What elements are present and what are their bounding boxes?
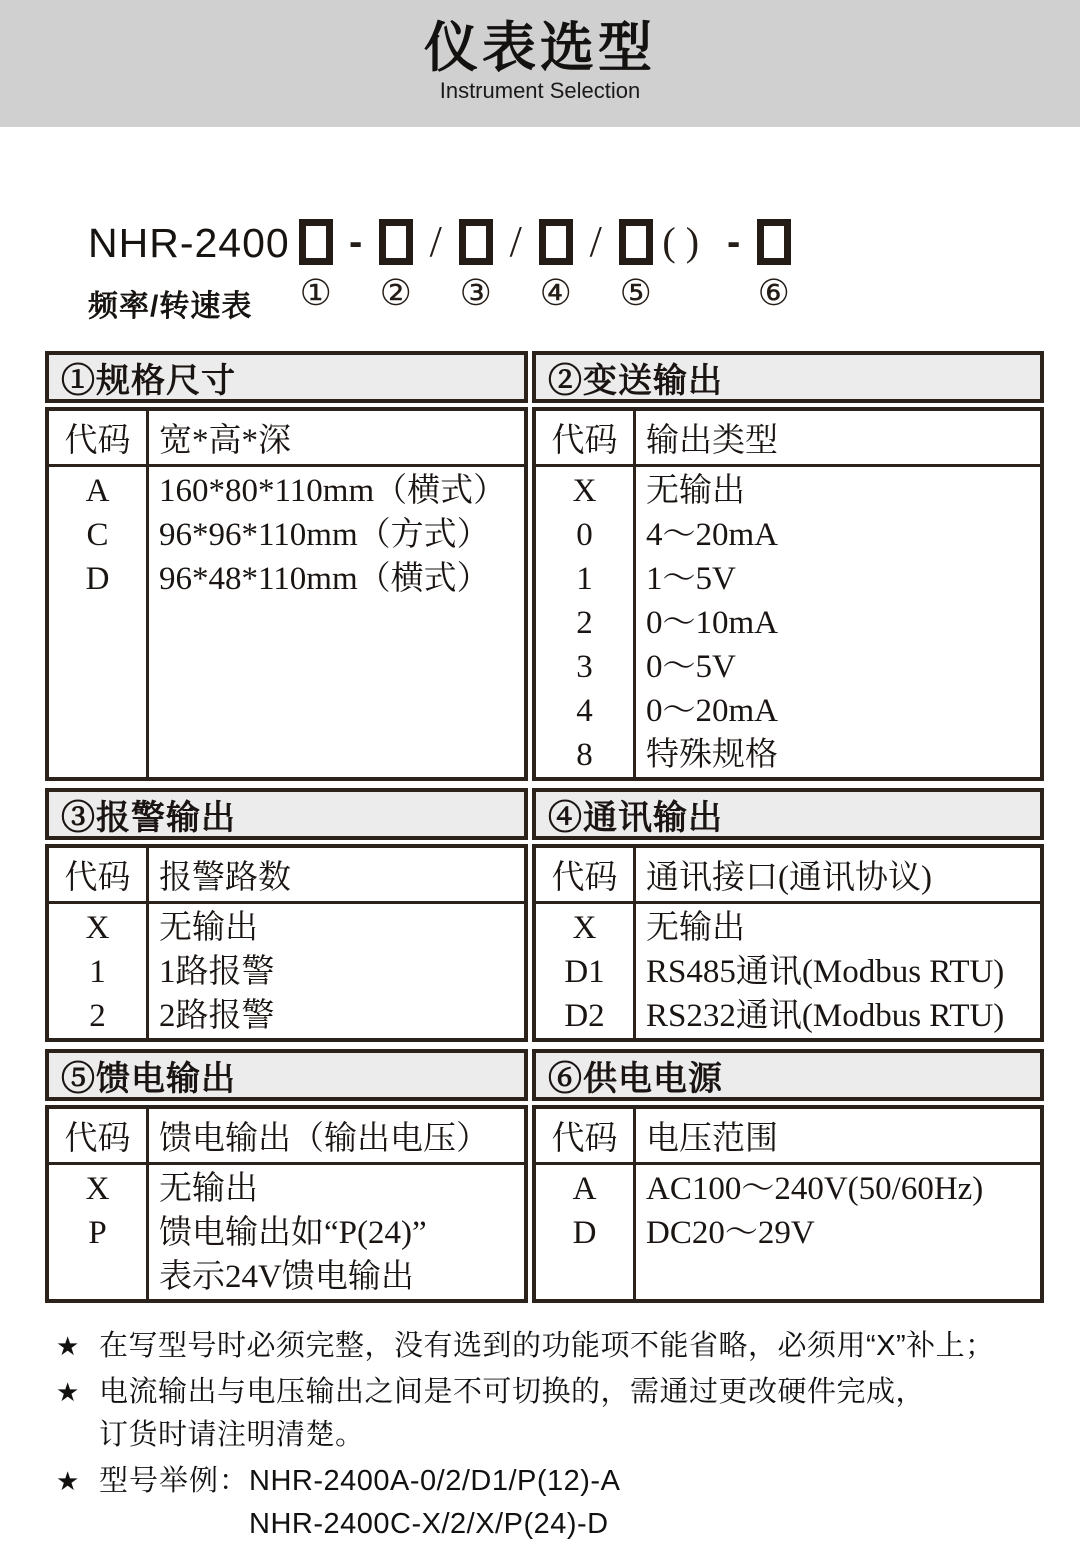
model-code-line	[88, 219, 1080, 325]
desc-cell: 无输出	[646, 910, 745, 946]
section-alarm-output	[45, 788, 528, 1042]
page-subtitle: Instrument Selection	[439, 78, 641, 103]
desc-cell: 无输出	[159, 910, 258, 946]
page-title: 仪表选型	[424, 18, 656, 78]
section-spec-size	[45, 351, 528, 781]
desc-column	[636, 467, 1040, 777]
code-cell: 4	[576, 693, 593, 729]
desc-cell: 0～20mA	[646, 693, 778, 729]
desc-column-header: 宽*高*深	[159, 423, 291, 459]
table-subheader-row	[536, 1109, 1040, 1165]
table-body	[536, 904, 1040, 1038]
model-slot-3	[458, 219, 494, 313]
code-column	[49, 904, 149, 1038]
desc-cell: AC100～240V(50/60Hz)	[646, 1171, 984, 1207]
model-parens: ()	[662, 219, 710, 264]
desc-cell: 96*96*110mm（方式）	[159, 517, 490, 553]
desc-cell: 无输出	[159, 1171, 258, 1207]
note-text: 电流输出与电压输出之间是不可切换的，需通过更改硬件完成， 订货时请注明清楚。	[99, 1376, 926, 1451]
code-column-header: 代码	[536, 848, 636, 901]
code-cell: D2	[564, 998, 605, 1034]
table-subheader-row	[536, 411, 1040, 467]
desc-cell: 2路报警	[159, 998, 275, 1034]
desc-cell: 96*48*110mm（横式）	[159, 561, 490, 597]
section-header: ②变送输出	[532, 351, 1044, 403]
code-column	[536, 467, 636, 777]
section-table	[45, 844, 528, 1042]
model-prefix-column	[88, 219, 290, 325]
model-slash-separator: /	[509, 217, 522, 266]
model-code-box-2	[379, 219, 413, 265]
desc-column-header: 电压范围	[646, 1121, 778, 1157]
selection-table-grid	[45, 351, 1080, 1303]
model-code-box-1	[299, 219, 333, 265]
model-circle-1: ①	[299, 273, 332, 313]
table-subheader-row	[536, 848, 1040, 904]
desc-cell: 4～20mA	[646, 517, 778, 553]
model-circle-3: ③	[459, 273, 492, 313]
section-header: ③报警输出	[45, 788, 528, 840]
section-header: ⑤馈电输出	[45, 1049, 528, 1101]
model-slot-2	[378, 219, 414, 313]
desc-cell: 0～5V	[646, 649, 736, 685]
model-category-label: 频率/转速表	[88, 290, 253, 323]
model-code-box-3	[459, 219, 493, 265]
section-comm-output	[532, 788, 1044, 1042]
table-subheader-row	[49, 848, 524, 904]
code-column	[536, 1165, 636, 1299]
desc-column-header: 报警路数	[159, 860, 291, 896]
code-column	[49, 467, 149, 777]
model-slash-separator: /	[589, 217, 602, 266]
star-icon: ★	[56, 1377, 80, 1407]
desc-cell: 1路报警	[159, 954, 275, 990]
desc-column	[149, 467, 524, 777]
desc-cell: 0～10mA	[646, 605, 778, 641]
desc-cell: 160*80*110mm（横式）	[159, 473, 507, 509]
table-body	[49, 467, 524, 777]
section-table	[532, 407, 1044, 781]
code-cell: D1	[564, 954, 605, 990]
code-column-header: 代码	[49, 848, 149, 901]
code-cell: D	[85, 561, 110, 597]
model-code-box-4	[539, 219, 573, 265]
code-column	[49, 1165, 149, 1299]
section-table	[532, 844, 1044, 1042]
code-column-header: 代码	[536, 411, 636, 464]
code-cell: 2	[89, 998, 106, 1034]
model-dash-separator: -	[727, 220, 741, 264]
section-table	[45, 407, 528, 781]
desc-cell: 特殊规格	[646, 737, 778, 773]
desc-column	[636, 904, 1040, 1038]
code-cell: X	[85, 910, 110, 946]
code-cell: D	[572, 1215, 597, 1251]
section-table	[532, 1105, 1044, 1303]
code-cell: 3	[576, 649, 593, 685]
desc-cell: 馈电输出如“P(24)”	[159, 1215, 427, 1251]
desc-column-header: 馈电输出（输出电压）	[159, 1121, 489, 1157]
code-cell: 2	[576, 605, 593, 641]
code-cell: 0	[576, 517, 593, 553]
desc-column-header: 输出类型	[646, 423, 778, 459]
section-transmit-output	[532, 351, 1044, 781]
code-column-header: 代码	[49, 411, 149, 464]
section-header: ①规格尺寸	[45, 351, 528, 403]
model-slot-6	[756, 219, 792, 313]
section-table	[45, 1105, 528, 1303]
star-icon: ★	[56, 1331, 80, 1361]
note-item	[56, 1460, 1080, 1546]
table-body	[49, 904, 524, 1038]
desc-column	[636, 1165, 1040, 1299]
code-cell: C	[86, 517, 109, 553]
model-slash-separator: /	[429, 217, 442, 266]
desc-column	[149, 1165, 524, 1299]
model-circle-5: ⑤	[619, 273, 652, 313]
note-item	[56, 1325, 1080, 1368]
table-subheader-row	[49, 411, 524, 467]
code-cell: 1	[576, 561, 593, 597]
table-body	[49, 1165, 524, 1299]
model-circle-4: ④	[539, 273, 572, 313]
desc-column-header: 通讯接口(通讯协议)	[646, 860, 932, 896]
code-cell: X	[572, 473, 597, 509]
desc-cell: RS485通讯(Modbus RTU)	[646, 954, 1005, 990]
section-header: ④通讯输出	[532, 788, 1044, 840]
desc-column	[149, 904, 524, 1038]
section-power-supply	[532, 1049, 1044, 1303]
code-column-header: 代码	[49, 1109, 149, 1162]
note-item	[56, 1371, 1080, 1457]
note-label: 型号举例：	[99, 1465, 250, 1497]
note-text: 在写型号时必须完整，没有选到的功能项不能省略，必须用“X”补上；	[99, 1330, 995, 1362]
code-cell: 1	[89, 954, 106, 990]
code-cell: 8	[576, 737, 593, 773]
model-slot-1	[298, 219, 334, 313]
model-slot-4	[538, 219, 574, 313]
page-header	[0, 0, 1080, 127]
section-feed-output	[45, 1049, 528, 1303]
code-cell: X	[572, 910, 597, 946]
model-circle-6: ⑥	[757, 273, 790, 313]
table-body	[536, 1165, 1040, 1299]
table-subheader-row	[49, 1109, 524, 1165]
model-prefix: NHR-2400	[88, 220, 290, 266]
code-cell: A	[572, 1171, 597, 1207]
model-code-box-5	[619, 219, 653, 265]
model-code-box-6	[757, 219, 791, 265]
model-circle-2: ②	[379, 273, 412, 313]
desc-cell: RS232通讯(Modbus RTU)	[646, 998, 1005, 1034]
model-slot-5	[618, 219, 654, 313]
model-example: NHR-2400A-0/2/D1/P(12)-A NHR-2400C-X/2/X/P(24)-D	[249, 1465, 621, 1540]
code-cell: X	[85, 1171, 110, 1207]
code-cell: P	[88, 1215, 107, 1251]
code-column-header: 代码	[536, 1109, 636, 1162]
desc-cell: 表示24V馈电输出	[159, 1259, 414, 1295]
model-dash-separator: -	[349, 220, 363, 264]
code-column	[536, 904, 636, 1038]
section-header: ⑥供电电源	[532, 1049, 1044, 1101]
desc-cell: DC20～29V	[646, 1215, 815, 1251]
desc-cell: 1～5V	[646, 561, 736, 597]
notes	[56, 1325, 1080, 1546]
desc-cell: 无输出	[646, 473, 745, 509]
code-cell: A	[85, 473, 110, 509]
table-body	[536, 467, 1040, 777]
star-icon: ★	[56, 1466, 80, 1496]
